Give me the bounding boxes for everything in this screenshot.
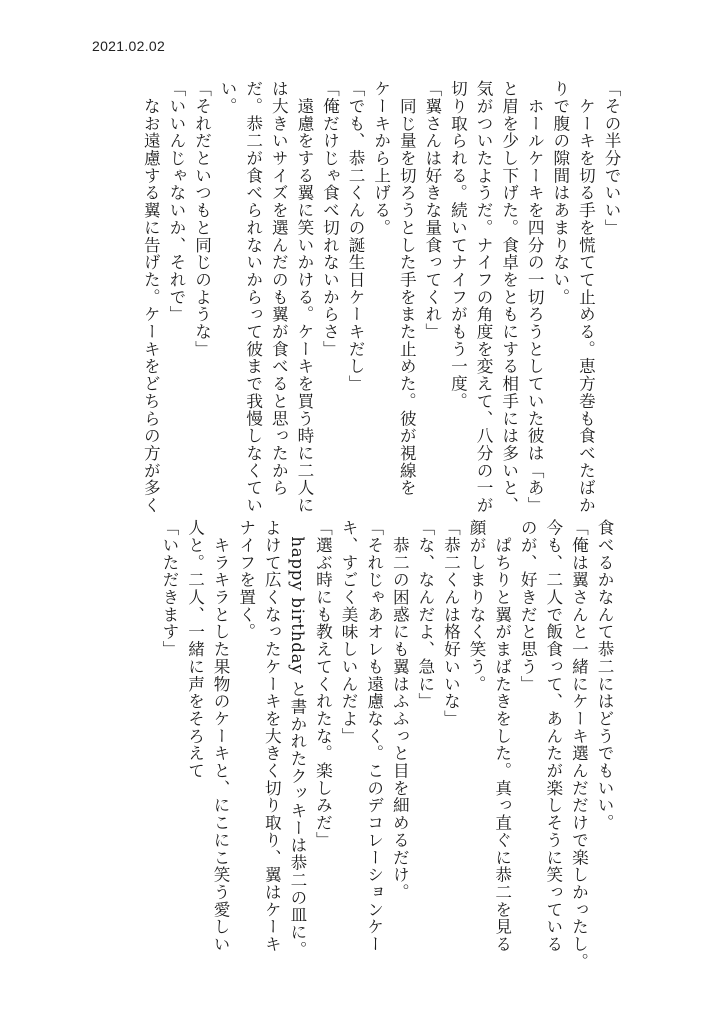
- text-line: のが、好きだと思う」: [518, 519, 538, 693]
- text-line: 「選ぶ時にも教えてくれたな。楽しみだ」: [313, 519, 333, 849]
- text-line: 切り取られる。続いてナイフがもう一度。: [448, 80, 468, 410]
- text-line: ナイフを置く。: [236, 519, 256, 641]
- text-line: 同じ量を切ろうとした手をまた止めた。彼が視線を: [397, 80, 417, 497]
- text-line: は大きいサイズを選んだのも翼が食べると思ったから: [269, 80, 289, 497]
- text-line: ぱちりと翼がまばたきをした。真っ直ぐに恭二を見る: [492, 519, 512, 953]
- text-line: 「俺は翼さんと一緒にケーキ選んだだけで楽しかったし。: [569, 519, 589, 971]
- text-line: キ、すごく美味しいんだよ」: [339, 519, 359, 745]
- text-line: 気がついたようだ。ナイフの角度を変えて、八分の一が: [474, 80, 494, 514]
- text-line: よけて広くなったケーキを大きく切り取り、翼はケーキ: [262, 519, 282, 953]
- text-line: ケーキから上げる。: [371, 80, 391, 237]
- text-line: 「それじゃあオレも遠慮なく。このデコレーションケー: [364, 519, 384, 953]
- text-line: 「いただきます」: [159, 519, 179, 658]
- text-line: と眉を少し下げた。食卓をともにする相手には多いと、: [499, 80, 519, 514]
- text-line: ケーキを切る手を慌てて止める。恵方巻も食べたばか: [576, 80, 596, 514]
- text-line: 「でも、恭二くんの誕生日ケーキだし」: [346, 80, 366, 393]
- text-line: 「その半分でいい」: [602, 80, 621, 237]
- text-line: 「翼さんは好きな量食ってくれ」: [422, 80, 442, 341]
- text-block-bottom: [156, 519, 617, 979]
- text-line: 「恭二くんは格好いいな」: [441, 519, 461, 728]
- text-line: い。: [218, 80, 238, 115]
- text-line: 「それだといつもと同じのような」: [192, 80, 212, 358]
- text-line: なお遠慮する翼に告げた。ケーキをどちらの方が多く: [141, 80, 161, 514]
- text-line: 「俺だけじゃ食べ切れないからさ」: [320, 80, 340, 358]
- page-date: 2021.02.02: [92, 38, 166, 54]
- text-line: りで腹の隙間はあまりない。: [550, 80, 570, 306]
- text-line: 恭二の困惑にも翼はふふっと目を細めるだけ。: [390, 519, 410, 901]
- text-line: 今も、二人で飯食って、あんたが楽しそうに笑っている: [543, 519, 563, 953]
- text-line: 人と。二人、一緒に声をそろえて: [185, 519, 205, 780]
- text-line: 顔がしまりなく笑う。: [467, 519, 487, 693]
- text-line: キラキラとした果物のケーキと、にこにこ笑う愛しい: [211, 519, 231, 953]
- text-line: happy birthday と書かれたクッキーは恭二の皿に。: [287, 519, 307, 959]
- text-block-top: [138, 80, 624, 514]
- text-line: 「いいんじゃないか、それで」: [166, 80, 186, 323]
- text-line: 食べるかなんて恭二にはどうでもいい。: [595, 519, 614, 832]
- text-line: ホールケーキを四分の一切ろうとしていた彼は「あ」: [525, 80, 545, 514]
- text-line: 遠慮をする翼に笑いかける。ケーキを買う時に二人に: [294, 80, 314, 514]
- text-line: だ。恭二が食べられないからって彼まで我慢しなくてい: [243, 80, 263, 514]
- text-line: 「な、なんだよ、急に」: [415, 519, 435, 710]
